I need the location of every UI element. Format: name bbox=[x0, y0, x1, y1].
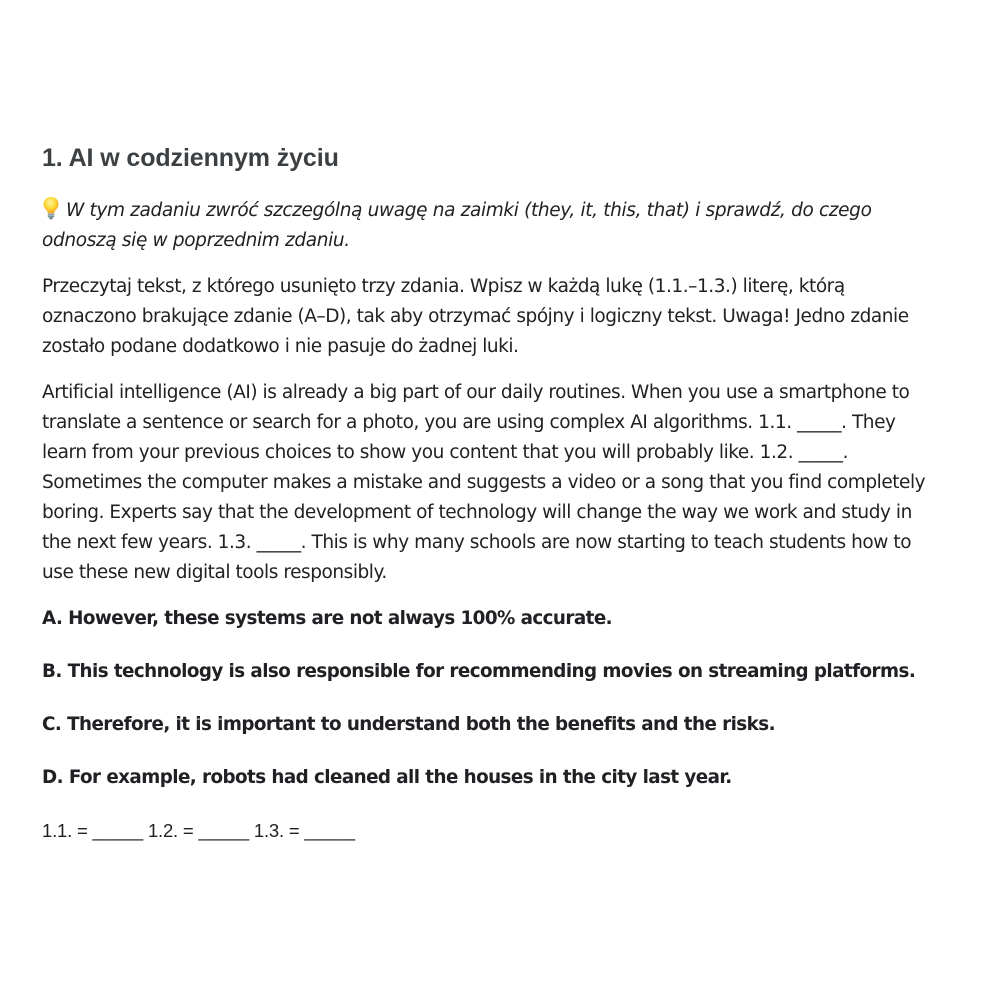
answer-label-1-1: 1.1. = bbox=[42, 820, 93, 841]
option-d: D. For example, robots had cleaned all the houses in the city last year. bbox=[42, 767, 732, 788]
exercise-document bbox=[42, 140, 942, 846]
option-a: A. However, these systems are not always 100% accurate. bbox=[42, 608, 613, 629]
answer-line bbox=[42, 816, 942, 846]
instructions: Przeczytaj tekst, z którego usunięto trzy zdania. Wpisz w każdą lukę (1.1.–1.3.) literę, którą oznaczono brakujące zdanie (A–D), tak aby otrzymać spójny i logiczny tekst. Uwaga! Jedno zdanie zostało podane dodatkowo i nie pasuje do żadnej luki. bbox=[42, 276, 909, 357]
passage-text: Artificial intelligence (AI) is already a big part of our daily routines. When you use a smartphone to translate a sentence or search for a photo, you are using complex AI algorithms. 1.1. bbox=[42, 382, 910, 433]
reading-passage bbox=[42, 378, 942, 588]
answer-blank-1-2[interactable]: _____ bbox=[198, 820, 249, 841]
gap-1-1[interactable]: _____ bbox=[797, 412, 842, 433]
answer-label-1-2: 1.2. = bbox=[143, 820, 199, 841]
hint-note bbox=[42, 196, 942, 256]
passage-text: . Sometimes the computer makes a mistake and suggests a video or a song that you find completely boring. Experts say that the development of technology will change the way we work and study in the next few years. 1.3. bbox=[42, 442, 926, 553]
hint-text: W tym zadaniu zwróć szczególną uwagę na zaimki (they, it, this, that) i sprawdź, do czego odnoszą się w poprzednim zdaniu. bbox=[42, 200, 872, 251]
gap-1-3[interactable]: _____ bbox=[256, 532, 301, 553]
gap-1-2[interactable]: _____ bbox=[798, 442, 843, 463]
option-c: C. Therefore, it is important to understand both the benefits and the risks. bbox=[42, 714, 775, 735]
answer-blank-1-1[interactable]: _____ bbox=[92, 820, 143, 841]
lightbulb-icon bbox=[42, 196, 60, 220]
passage-text: . This is why many schools are now starting to teach students how to use these new digital tools responsibly. bbox=[42, 532, 912, 583]
answer-label-1-3: 1.3. = bbox=[248, 820, 305, 841]
option-b: B. This technology is also responsible for recommending movies on streaming platforms. bbox=[42, 661, 916, 682]
passage-text: . They learn from your previous choices to show you content that you will probably like. 1.2. bbox=[42, 412, 896, 463]
answer-blank-1-3[interactable]: _____ bbox=[304, 820, 355, 841]
exercise-title: 1. AI w codziennym życiu bbox=[42, 144, 339, 172]
